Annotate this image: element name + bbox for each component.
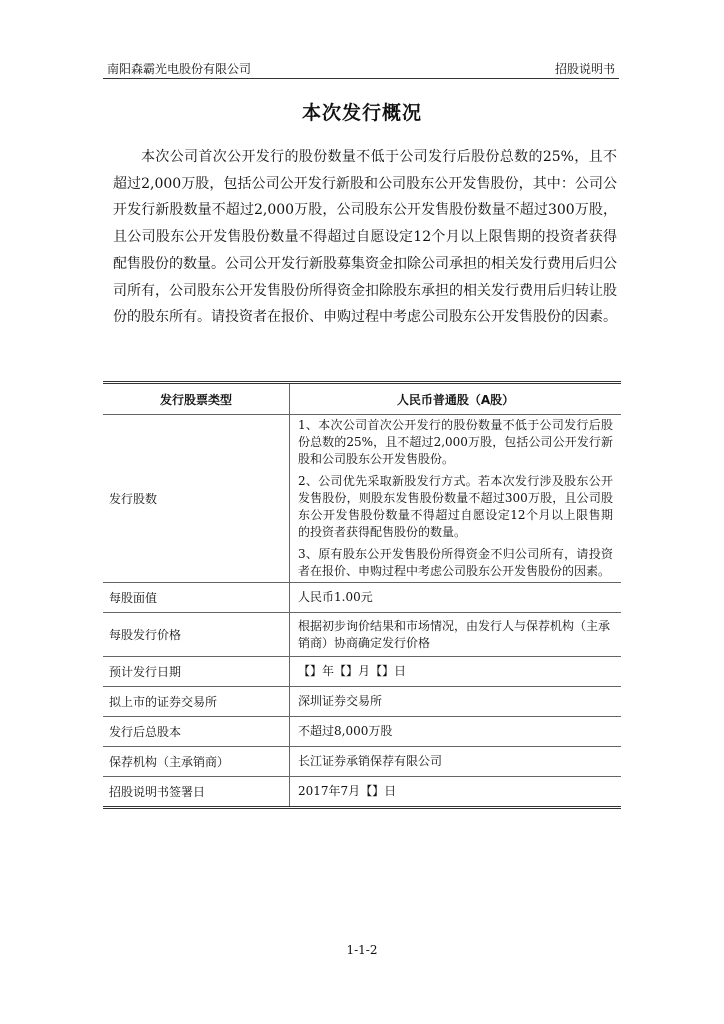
table-row [103, 583, 621, 613]
header-company-name: 南阳森霸光电股份有限公司 [107, 62, 252, 76]
table-row [103, 687, 621, 717]
row-value-shares [290, 415, 622, 583]
intro-paragraph: 本次公司首次公开发行的股份数量不低于公司发行后股份总数的25%，且不超过2,000万股，包括公司公开发行新股和公司股东公开发售股份，其中：公司公开发行新股数量不超过2,000万股，公司股东公开发售股份数量不超过300万股，且公司股东公开发售股份数量不得超过自愿设定12个月以上限售期的投资者获得配售股份的数量。公司公开发行新股募集资金扣除公司承担的相关发行费用后归公司所有，公司股东公开发售股份所得资金扣除股东承担的相关发行费用后归转让股份的股东所有。请投资者在报价、申购过程中考虑公司股东公开发售股份的因素。 [113, 149, 617, 326]
row-label: 每股面值 [103, 583, 290, 613]
row-label-shares: 发行股数 [103, 415, 290, 583]
row-value: 深圳证券交易所 [290, 687, 622, 717]
row-label: 拟上市的证券交易所 [103, 687, 290, 717]
row-value: 【】年【】月【】日 [290, 657, 622, 687]
header-document-type: 招股说明书 [554, 62, 615, 76]
table-header-label: 发行股票类型 [103, 383, 290, 415]
shares-paragraph-2: 2、公司优先采取新股发行方式。若本次发行涉及股东公开发售股份，则股东发售股份数量不超过300万股，且公司股东公开发售股份数量不得超过自愿设定12个月以上限售期的投资者获得配售股份的数量。 [298, 474, 613, 539]
page-header [103, 58, 619, 76]
page-number: 1-1-2 [346, 943, 378, 957]
page-title: 本次发行概况 [301, 102, 422, 124]
row-label: 发行后总股本 [103, 717, 290, 747]
table-row [103, 657, 621, 687]
table-row [103, 613, 621, 657]
header-divider [103, 78, 619, 79]
row-value: 不超过8,000万股 [290, 717, 622, 747]
row-label: 预计发行日期 [103, 657, 290, 687]
row-value: 人民币1.00元 [290, 583, 622, 613]
row-label: 每股发行价格 [103, 613, 290, 657]
table-row [103, 717, 621, 747]
row-label: 招股说明书签署日 [103, 777, 290, 808]
row-value: 2017年7月【】日 [290, 777, 622, 808]
row-value: 根据初步询价结果和市场情况，由发行人与保荐机构（主承销商）协商确定发行价格 [290, 613, 622, 657]
shares-paragraph-3: 3、原有股东公开发售股份所得资金不归公司所有，请投资者在报价、申购过程中考虑公司股东公开发售股份的因素。 [298, 547, 613, 578]
table-header-row [103, 383, 621, 415]
table-row-shares [103, 415, 621, 583]
offering-overview-table [103, 381, 621, 809]
table-row [103, 777, 621, 808]
row-label: 保荐机构（主承销商） [103, 747, 290, 777]
row-value: 长江证券承销保荐有限公司 [290, 747, 622, 777]
table-header-value: 人民币普通股（A股） [290, 383, 622, 415]
table-row [103, 747, 621, 777]
shares-paragraph-1: 1、本次公司首次公开发行的股份数量不低于公司发行后股份总数的25%，且不超过2,000万股，包括公司公开发行新股和公司股东公开发售股份。 [298, 418, 613, 466]
